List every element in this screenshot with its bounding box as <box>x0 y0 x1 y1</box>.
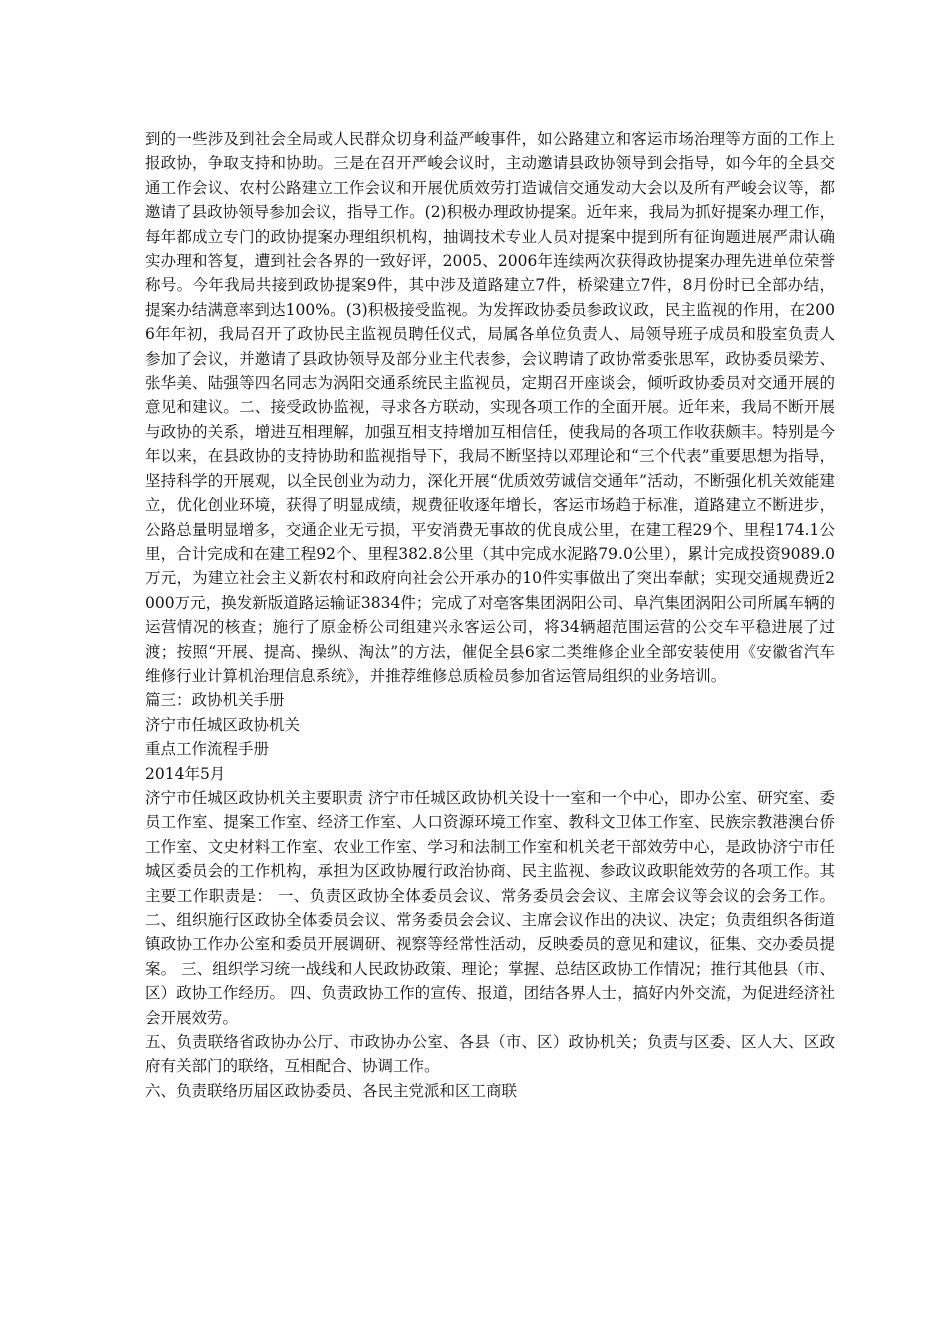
section-title: 篇三：政协机关手册 <box>145 691 285 710</box>
body-paragraph-1: 到的一些涉及到社会全局或人民群众切身利益严峻事件，如公路建立和客运市场治理等方面的工作上报政协，争取支持和协助。三是在召开严峻会议时，主动邀请县政协领导到会指导，如今年的全县交通工作会议、农村公路建立工作会议和开展优质效劳打造诚信交通发动大会以及所有严峻会议等，都邀请了县政协领导参加会议，指导工作。(2)积极办理政协提案。近年来，我局为抓好提案办理工作，每年都成立专门的政协提案办理组织机构，抽调技术专业人员对提案中提到所有征询题进展严肃认确实办理和答复，遭到社会各界的一致好评，2005、2006年连续两次获得政协提案办理先进单位荣誉称号。今年我局共接到政协提案9件，其中涉及道路建立7件，桥梁建立7件，8月份时已全部办结，提案办结满意率到达100%。(3)积极接受监视。为发挥政协委员参政议政，民主监视的作用，在2006年年初，我局召开了政协民主监视员聘任仪式，局属各单位负责人、局领导班子成员和股室负责人参加了会议，并邀请了县政协领导及部分业主代表参，会议聘请了政协常委张思军，政协委员梁芳、张华美、陆强等四名同志为涡阳交通系统民主监视员，定期召开座谈会，倾听政协委员对交通开展的意见和建议。二、接受政协监视，寻求各方联动，实现各项工作的全面开展。近年来，我局不断开展与政协的关系，增进互相理解，加强互相支持增加互相信任，使我局的各项工作收获颇丰。特别是今年以来，在县政协的支持协助和监视指导下，我局不断坚持以邓理论和“三个代表”重要思想为指导，坚持科学的开展观，以全民创业为动力，深化开展“优质效劳诚信交通年”活动，不断强化机关效能建立，优化创业环境，获得了明显成绩，规费征收逐年增长，客运市场趋于标准，道路建立不断进步，公路总量明显增多，交通企业无亏损，平安消费无事故的优良成公里，在建工程29个、里程174.1公里，合计完成和在建工程92个、里程382.8公里（其中完成水泥路79.0公里），累计完成投资9089.0万元，为建立社会主义新农村和政府向社会公开承办的10件实事做出了突出奉献；实现交通规费近2000万元，换发新版道路运输证3834件；完成了对亳客集团涡阳公司、阜汽集团涡阳公司所属车辆的运营情况的核查；施行了原金桥公司组建兴永客运公司，将34辆超范围运营的公交车平稳进展了过渡；按照“开展、提高、操纵、淘汰”的方法，催促全县6家二类维修企业全部安装使用《安徽省汽车维修行业计算机治理信息系统》，并推荐维修总质检员参加省运管局组织的业务培训。 <box>145 130 835 685</box>
date-line: 2014年5月 <box>145 764 226 783</box>
body-paragraph-2: 济宁市任城区政协机关主要职责 济宁市任城区政协机关设十一室和一个中心，即办公室、研究室、委员工作室、提案工作室、经济工作室、人口资源环境工作室、教科文卫体工作室、民族宗教港澳台侨工作室、文史材料工作室、农业工作室、学习和法制工作室和机关老干部效劳中心，是政协济宁市任城区委员会的工作机构，承担为区政协履行政治协商、民主监视、参政议政职能效劳的各项工作。其主要工作职责是： 一、负责区政协全体委员会议、常务委员会会议、主席会议等会议的会务工作。 二、组织施行区政协全体委员会议、常务委员会会议、主席会议作出的决议、决定；负责组织各街道镇政协工作办公室和委员开展调研、视察等经常性活动，反映委员的意见和建议，征集、交办委员提案。 三、组织学习统一战线和人民政协政策、理论；掌握、总结区政协工作情况；推行其他县（市、区）政协工作经历。 四、负责政协工作的宣传、报道，团结各界人士，搞好内外交流，为促进经济社会开展效劳。 <box>145 788 835 1027</box>
body-paragraph-3: 五、负责联络省政协办公厅、市政协办公室、各县（市、区）政协机关；负责与区委、区人大、区政府有关部门的联络，互相配合、协调工作。 <box>145 1033 835 1076</box>
organization-name: 济宁市任城区政协机关 <box>145 715 301 734</box>
body-paragraph-4: 六、负责联络历届区政协委员、各民主党派和区工商联 <box>145 1081 518 1100</box>
document-body <box>145 127 835 1103</box>
manual-title: 重点工作流程手册 <box>145 740 270 759</box>
